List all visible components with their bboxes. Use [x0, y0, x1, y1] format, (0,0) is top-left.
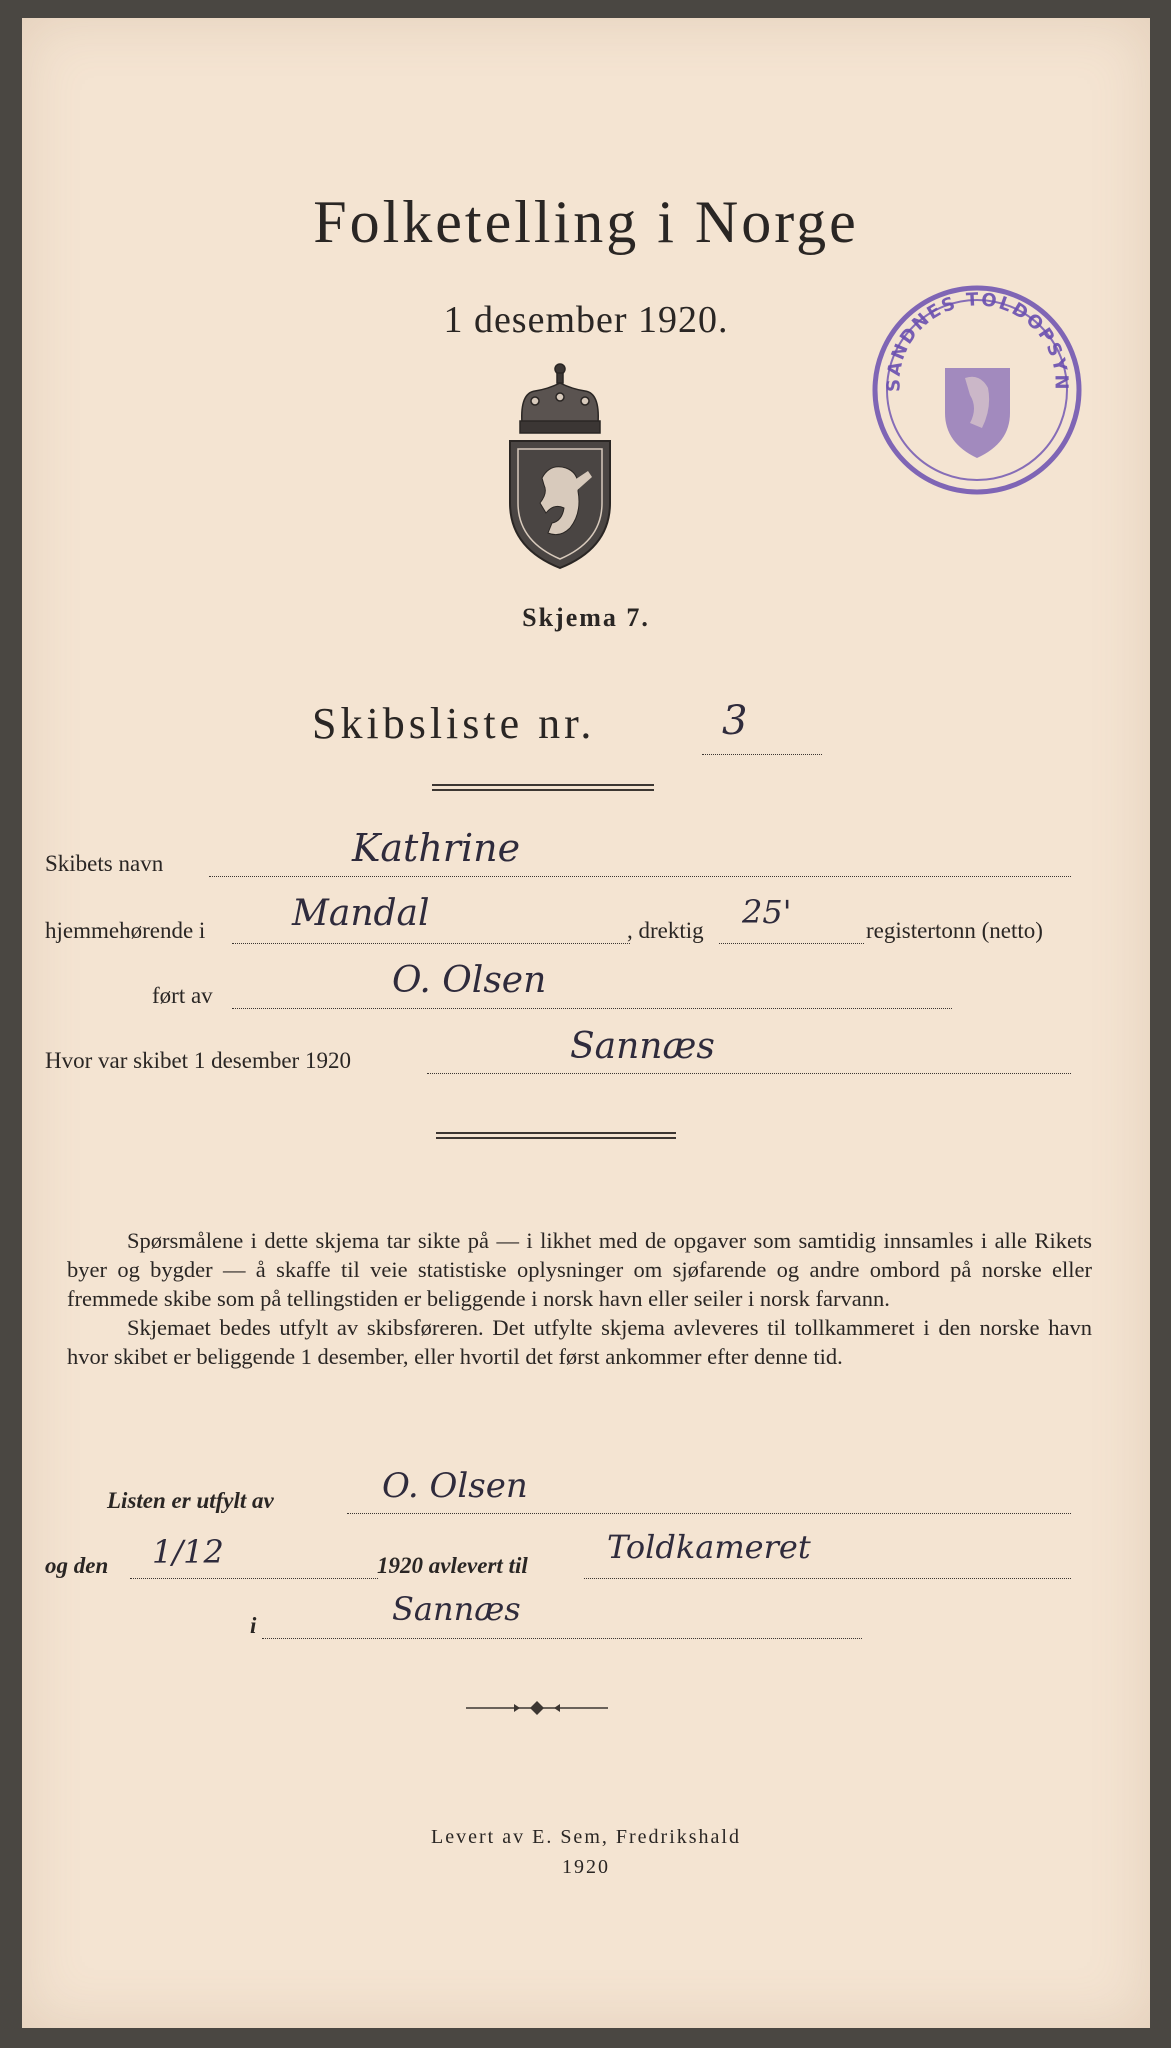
- location-line: [427, 1073, 1071, 1074]
- ship-name-value[interactable]: Kathrine: [352, 826, 521, 870]
- delivered-to-line: [584, 1578, 1071, 1579]
- census-date: 1 desember 1920.: [443, 299, 729, 341]
- filled-by-label: Listen er utfylt av: [107, 1488, 274, 1513]
- divider: [432, 784, 654, 791]
- ship-list-number[interactable]: 3: [722, 698, 748, 744]
- place-value[interactable]: Sannæs: [392, 1590, 521, 1628]
- delivered-to-value[interactable]: Toldkameret: [607, 1528, 811, 1566]
- tonnage-unit: registertonn (netto): [866, 918, 1043, 943]
- ship-name-line: [209, 876, 1071, 877]
- schema-label: Skjema 7.: [522, 603, 650, 632]
- location-label: Hvor var skibet 1 desember 1920: [45, 1048, 351, 1073]
- home-port-value[interactable]: Mandal: [292, 893, 430, 934]
- ornament-divider: [462, 1698, 612, 1718]
- tonnage-value[interactable]: 25': [742, 893, 792, 931]
- instructions: [67, 1226, 1092, 1371]
- ship-list-label: Skibsliste nr.: [312, 699, 596, 748]
- captain-label: ført av: [152, 983, 213, 1008]
- document-page: [22, 18, 1150, 2028]
- home-port-line: [232, 943, 630, 944]
- date-value[interactable]: 1/12: [152, 1533, 224, 1571]
- customs-stamp: [870, 283, 1085, 498]
- document-title: Folketelling i Norge: [313, 189, 859, 255]
- location-value[interactable]: Sannæs: [570, 1026, 715, 1067]
- filled-by-value[interactable]: O. Olsen: [382, 1466, 528, 1506]
- instructions-paragraph-1: Spørsmålene i dette skjema tar sikte på — i likhet med de opgaver som samtidig innsamles i alle Rikets byer og bygder — å skaffe til veie statistiske oplysninger om sjøfarende og andre ombord på norske eller fremmede skibe som på tellingstiden er beliggende i norsk havn eller seiler i norsk farvann.: [67, 1228, 1092, 1311]
- ship-list-heading: [312, 698, 595, 749]
- coat-of-arms-icon: [500, 353, 620, 573]
- home-port-label: hjemmehørende i: [45, 918, 206, 943]
- tonnage-label: , drektig: [627, 918, 704, 943]
- stamp-text: SANDNES TOLDOPSYN: [883, 289, 1072, 393]
- instructions-paragraph-2: Skjemaet bedes utfylt av skibsføreren. Det utfylte skjema avleveres til tollkammeret i den norske havn hvor skibet er beliggende 1 desember, eller hvortil det først ankommer efter denne tid.: [67, 1315, 1092, 1369]
- captain-value[interactable]: O. Olsen: [392, 960, 547, 1001]
- divider: [436, 1132, 676, 1139]
- year-delivered-label: 1920 avlevert til: [377, 1553, 528, 1578]
- ship-name-label: Skibets navn: [45, 851, 164, 876]
- place-label: i: [250, 1613, 257, 1638]
- place-line: [262, 1638, 862, 1639]
- ship-list-number-line: [702, 754, 822, 755]
- printer-credit: Levert av E. Sem, Fredrikshald: [431, 1826, 741, 1848]
- captain-line: [232, 1008, 952, 1009]
- printer-year: 1920: [562, 1856, 610, 1878]
- filled-by-line: [347, 1513, 1071, 1514]
- tonnage-line: [719, 943, 864, 944]
- date-label: og den: [45, 1553, 109, 1578]
- date-line: [130, 1578, 378, 1579]
